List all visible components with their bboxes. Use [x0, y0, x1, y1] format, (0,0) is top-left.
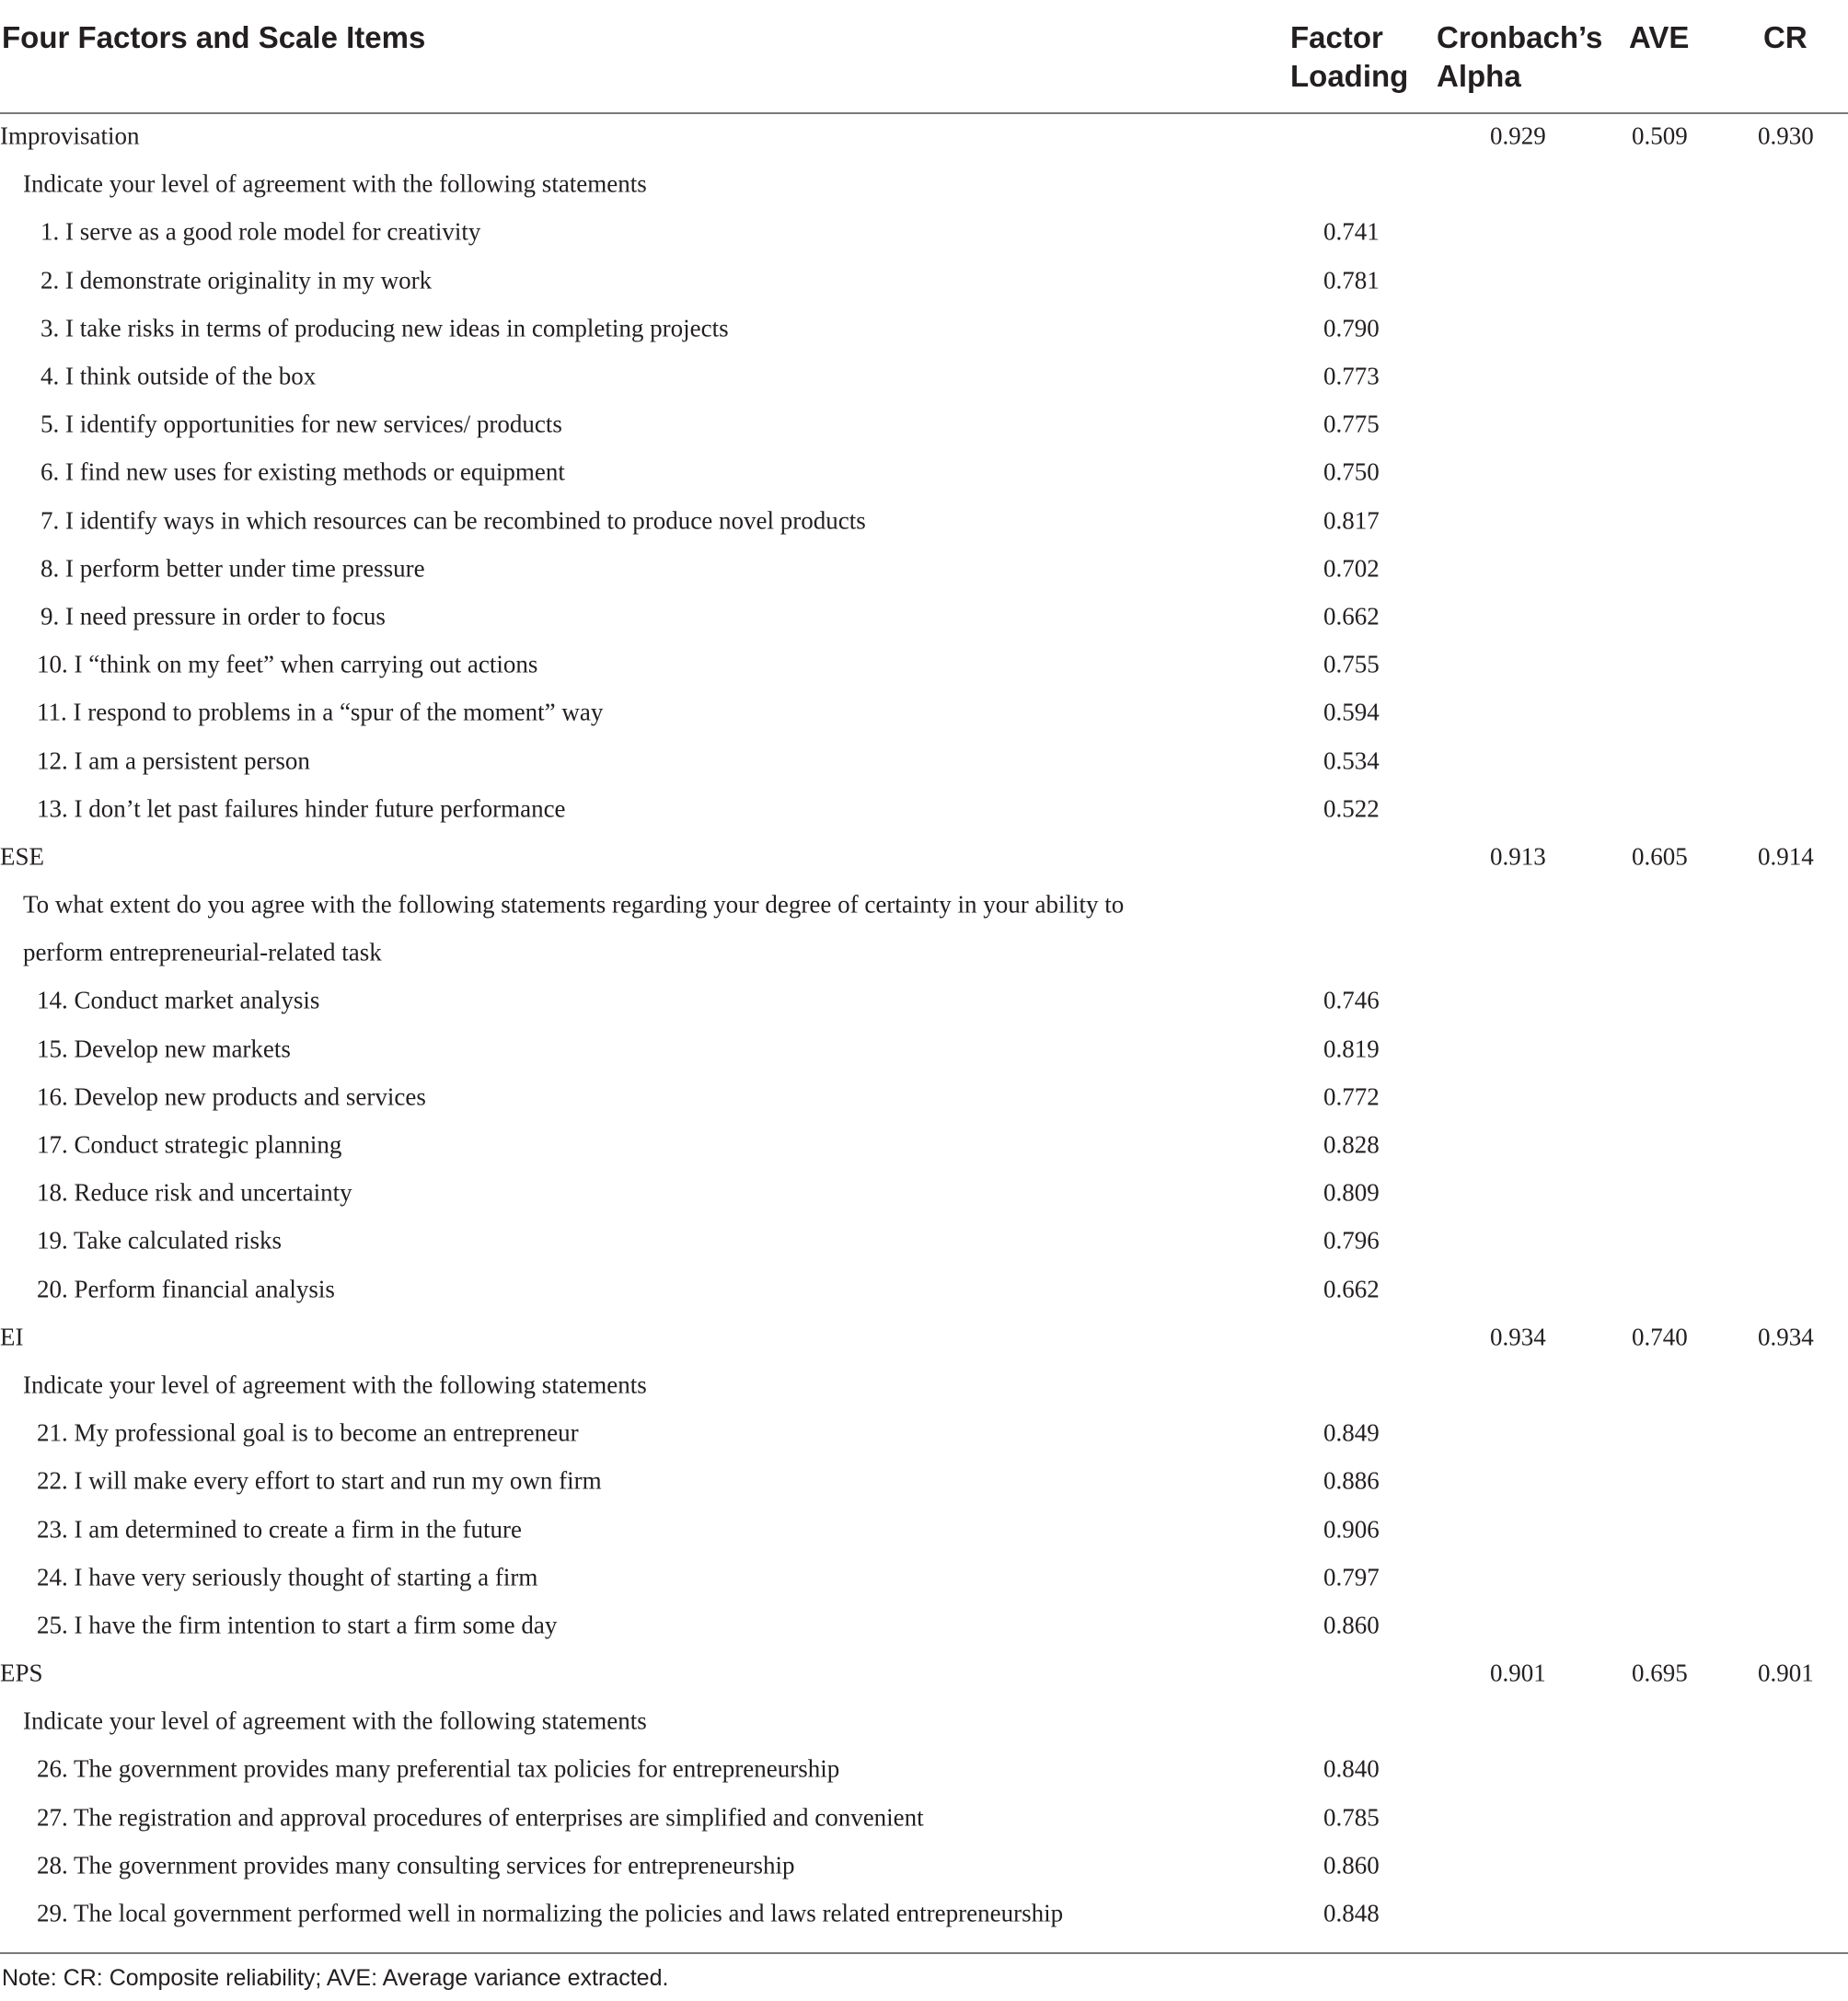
factor-loading-value: 0.785 [1323, 1803, 1380, 1832]
item-text: 12. I am a persistent person [37, 746, 310, 775]
factor-row [0, 833, 1848, 881]
instruction-row [0, 1361, 1848, 1409]
cronbach-alpha-value: 0.934 [1490, 1323, 1546, 1351]
header-factor-loading-line2: Loading [1290, 59, 1409, 93]
item-text: 15. Develop new markets [37, 1035, 291, 1063]
table-row [0, 1457, 1848, 1505]
header-cr: CR [1763, 20, 1808, 54]
item-text: 23. I am determined to create a firm in the future [37, 1515, 523, 1544]
item-text: 21. My professional goal is to become an entrepreneur [37, 1418, 579, 1447]
item-text: 27. The registration and approval procedures of enterprises are simplified and convenient [37, 1803, 924, 1832]
factor-loading-value: 0.534 [1323, 746, 1380, 775]
item-text: 19. Take calculated risks [37, 1226, 283, 1255]
ave-value: 0.509 [1632, 121, 1688, 150]
item-text: 20. Perform financial analysis [37, 1275, 335, 1303]
factor-loading-value: 0.886 [1323, 1466, 1380, 1495]
factor-name: Improvisation [0, 121, 140, 150]
item-text: 25. I have the firm intention to start a firm some day [37, 1611, 558, 1639]
table-row [0, 1745, 1848, 1793]
item-text: 6. I find new uses for existing methods or equipment [40, 457, 565, 486]
factor-loading-value: 0.860 [1323, 1851, 1380, 1880]
table-note: Note: CR: Composite reliability; AVE: Average variance extracted. [2, 1965, 669, 1991]
factor-loading-value: 0.840 [1323, 1754, 1380, 1783]
item-text: 29. The local government performed well in normalizing the policies and laws related entrepreneurship [37, 1899, 1064, 1927]
table-row [0, 1217, 1848, 1265]
factor-loading-value: 0.849 [1323, 1418, 1380, 1447]
factor-loading-value: 0.750 [1323, 457, 1380, 486]
item-text: 10. I “think on my feet” when carrying out actions [37, 650, 538, 678]
table-row [0, 545, 1848, 593]
instruction-text: Indicate your level of agreement with the following statements [23, 1706, 647, 1735]
factor-loading-value: 0.594 [1323, 698, 1380, 726]
item-text: 9. I need pressure in order to focus [40, 602, 386, 630]
item-text: 26. The government provides many preferential tax policies for entrepreneurship [37, 1754, 840, 1783]
table-row [0, 1890, 1848, 1937]
factor-name: EI [0, 1323, 24, 1351]
table-row [0, 1073, 1848, 1121]
factor-row [0, 1649, 1848, 1697]
factor-loading-value: 0.817 [1323, 506, 1380, 535]
table-row [0, 977, 1848, 1024]
item-text: 22. I will make every effort to start and run my own firm [37, 1466, 602, 1495]
cr-value: 0.914 [1758, 842, 1814, 871]
header-ave: AVE [1629, 20, 1690, 54]
table-row [0, 353, 1848, 400]
factor-loading-value: 0.860 [1323, 1611, 1380, 1639]
table-row [0, 1169, 1848, 1217]
factor-loading-value: 0.848 [1323, 1899, 1380, 1927]
factor-loading-value: 0.662 [1323, 1275, 1380, 1303]
instruction-row [0, 929, 1848, 977]
cr-value: 0.930 [1758, 121, 1814, 150]
cronbach-alpha-value: 0.901 [1490, 1659, 1546, 1687]
table-row [0, 1842, 1848, 1890]
factor-row [0, 1313, 1848, 1361]
ave-value: 0.605 [1632, 842, 1688, 871]
factor-loading-value: 0.906 [1323, 1515, 1380, 1544]
table-row [0, 305, 1848, 353]
table-row [0, 448, 1848, 496]
table-row [0, 785, 1848, 833]
table-row [0, 208, 1848, 256]
factor-loading-value: 0.746 [1323, 986, 1380, 1014]
factor-loading-value: 0.781 [1323, 266, 1380, 295]
cronbach-alpha-value: 0.913 [1490, 842, 1546, 871]
table-row [0, 1121, 1848, 1169]
item-text: 5. I identify opportunities for new services/ products [40, 410, 562, 438]
item-text: 16. Develop new products and services [37, 1082, 426, 1111]
table-row [0, 257, 1848, 305]
factor-loading-value: 0.702 [1323, 554, 1380, 583]
table-row [0, 736, 1848, 784]
factor-loading-value: 0.755 [1323, 650, 1380, 678]
table-row [0, 1025, 1848, 1073]
factor-loading-value: 0.790 [1323, 314, 1380, 342]
table-row [0, 641, 1848, 688]
instruction-text: Indicate your level of agreement with the following statements [23, 169, 647, 198]
table-row [0, 400, 1848, 448]
item-text: 2. I demonstrate originality in my work [40, 266, 433, 295]
ave-value: 0.740 [1632, 1323, 1688, 1351]
item-text: 4. I think outside of the box [40, 362, 317, 390]
factor-name: EPS [0, 1659, 43, 1687]
cronbach-alpha-value: 0.929 [1490, 121, 1546, 150]
factor-loading-value: 0.809 [1323, 1178, 1380, 1207]
item-text: 13. I don’t let past failures hinder future performance [37, 794, 566, 823]
factor-loading-value: 0.797 [1323, 1563, 1380, 1591]
item-text: 7. I identify ways in which resources can be recombined to produce novel products [40, 506, 866, 535]
factor-name: ESE [0, 842, 45, 871]
factor-loading-value: 0.819 [1323, 1035, 1380, 1063]
instruction-text: To what extent do you agree with the following statements regarding your degree of certainty in your ability to [23, 890, 1125, 919]
factor-row [0, 112, 1848, 160]
table-row [0, 1266, 1848, 1313]
item-text: 1. I serve as a good role model for creativity [40, 217, 481, 246]
factor-loading-value: 0.775 [1323, 410, 1380, 438]
instruction-row [0, 881, 1848, 929]
factor-loading-value: 0.796 [1323, 1226, 1380, 1255]
table-header [0, 0, 1848, 112]
factor-loading-value: 0.828 [1323, 1130, 1380, 1159]
instruction-text: Indicate your level of agreement with the following statements [23, 1371, 647, 1399]
table-row [0, 1602, 1848, 1649]
factor-loading-value: 0.741 [1323, 217, 1380, 246]
item-text: 14. Conduct market analysis [37, 986, 320, 1014]
item-text: 28. The government provides many consulting services for entrepreneurship [37, 1851, 795, 1880]
item-text: 11. I respond to problems in a “spur of the moment” way [37, 698, 604, 726]
item-text: 24. I have very seriously thought of starting a firm [37, 1563, 538, 1591]
instruction-row [0, 160, 1848, 208]
table-row [0, 1554, 1848, 1602]
item-text: 8. I perform better under time pressure [40, 554, 425, 583]
table-row [0, 1794, 1848, 1842]
header-cronbach-line2: Alpha [1437, 59, 1521, 93]
header-cronbach-alpha [1437, 18, 1602, 96]
bottom-rule [0, 1952, 1848, 1954]
header-cronbach-line1: Cronbach’s [1437, 20, 1603, 54]
factor-loading-value: 0.522 [1323, 794, 1380, 823]
table-row [0, 593, 1848, 641]
item-text: 17. Conduct strategic planning [37, 1130, 342, 1159]
ave-value: 0.695 [1632, 1659, 1688, 1687]
table-row [0, 497, 1848, 545]
cr-value: 0.934 [1758, 1323, 1814, 1351]
table-body [0, 112, 1848, 1937]
instruction-row [0, 1697, 1848, 1745]
header-factor-loading-line1: Factor [1290, 20, 1383, 54]
cr-value: 0.901 [1758, 1659, 1814, 1687]
factor-loading-value: 0.773 [1323, 362, 1380, 390]
instruction-text: perform entrepreneurial-related task [23, 938, 382, 966]
item-text: 18. Reduce risk and uncertainty [37, 1178, 352, 1207]
table-row [0, 1409, 1848, 1457]
factor-loading-value: 0.662 [1323, 602, 1380, 630]
factor-loading-value: 0.772 [1323, 1082, 1380, 1111]
table-row [0, 1505, 1848, 1553]
item-text: 3. I take risks in terms of producing new ideas in completing projects [40, 314, 729, 342]
header-items: Four Factors and Scale Items [2, 20, 426, 54]
table-row [0, 688, 1848, 736]
header-factor-loading [1290, 18, 1408, 96]
